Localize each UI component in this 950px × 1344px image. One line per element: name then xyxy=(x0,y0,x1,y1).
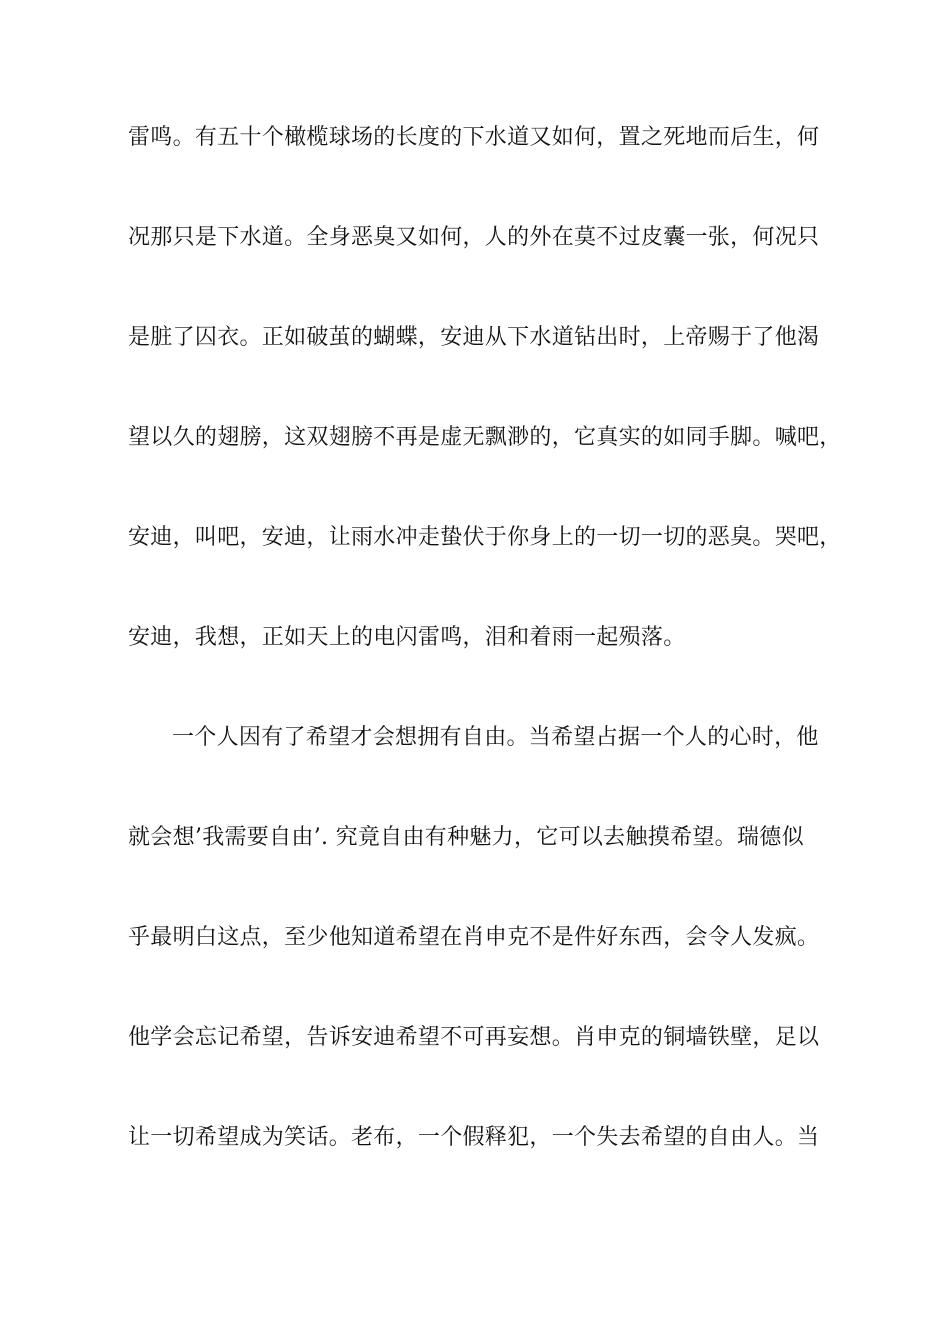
paragraph-1-line-1: 雷鸣。有五十个橄榄球场的长度的下水道又如何，置之死地而后生，何 xyxy=(128,125,820,150)
paragraph-2-line-4: 他学会忘记希望，告诉安迪希望不可再妄想。肖申克的铜墙铁壁，足以 xyxy=(128,1025,820,1050)
paragraph-1-line-6: 安迪，我想，正如天上的电闪雷鸣，泪和着雨一起殒落。 xyxy=(128,625,686,650)
paragraph-1-line-2: 况那只是下水道。全身恶臭又如何，人的外在莫不过皮囊一张，何况只 xyxy=(128,225,820,250)
paragraph-2-line-3: 乎最明白这点，至少他知道希望在肖申克不是件好东西，会令人发疯。 xyxy=(128,925,820,950)
paragraph-1-line-4: 望以久的翅膀，这双翅膀不再是虚无飘渺的，它真实的如同手脚。喊吧， xyxy=(128,425,842,450)
paragraph-2-line-5: 让一切希望成为笑话。老布，一个假释犯，一个失去希望的自由人。当 xyxy=(128,1125,820,1150)
paragraph-2-line-2: 就会想’我需要自由’. 究竟自由有种魅力，它可以去触摸希望。瑞德似 xyxy=(128,825,804,850)
paragraph-1-line-5: 安迪，叫吧，安迪，让雨水冲走蛰伏于你身上的一切一切的恶臭。哭吧， xyxy=(128,525,842,550)
paragraph-2-line-1: 一个人因有了希望才会想拥有自由。当希望占据一个人的心时，他 xyxy=(172,725,819,750)
paragraph-1-line-3: 是脏了囚衣。正如破茧的蝴蝶，安迪从下水道钻出时，上帝赐于了他渴 xyxy=(128,325,820,350)
